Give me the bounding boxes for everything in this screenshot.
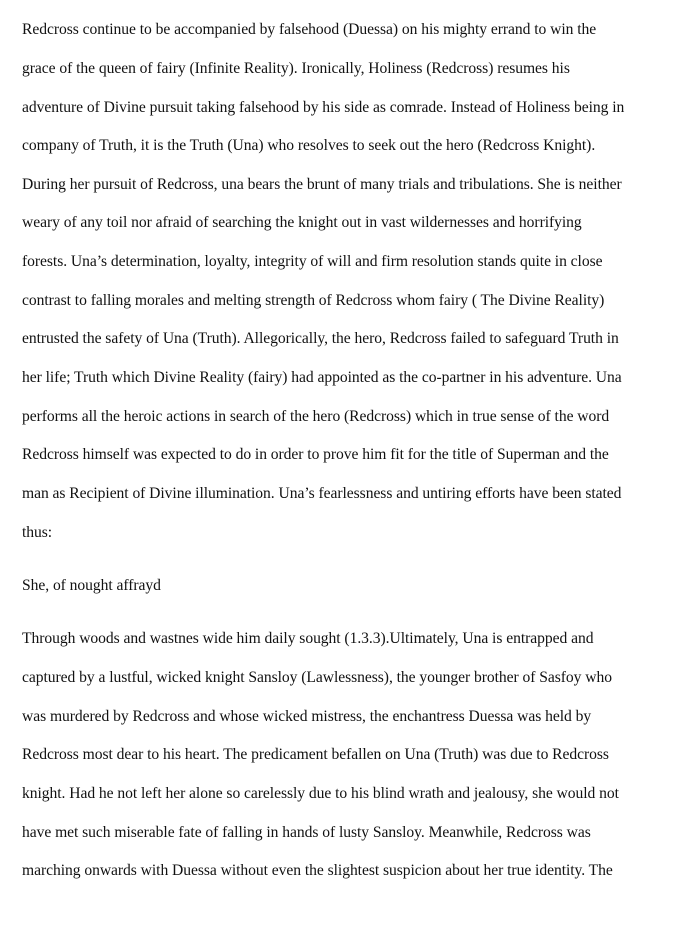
text-line: Redcross continue to be accompanied by falsehood (Duessa) on his mighty errand to win the (22, 21, 597, 38)
text-line: grace of the queen of fairy (Infinite Reality). Ironically, Holiness (Redcross) resumes his (22, 60, 570, 77)
text-line: company of Truth, it is the Truth (Una) who resolves to seek out the hero (Redcross Knight). (22, 137, 596, 154)
text-line: Redcross most dear to his heart. The predicament befallen on Una (Truth) was due to Redcross (22, 746, 609, 763)
text-line: captured by a lustful, wicked knight Sansloy (Lawlessness), the younger brother of Sasfoy who (22, 669, 612, 686)
text-line: performs all the heroic actions in search of the hero (Redcross) which in true sense of the word (22, 408, 610, 425)
text-line: During her pursuit of Redcross, una bears the brunt of many trials and tribulations. She is neither (22, 176, 622, 193)
text-line: her life; Truth which Divine Reality (fairy) had appointed as the co-partner in his adventure. Una (22, 369, 622, 386)
text-line: adventure of Divine pursuit taking falsehood by his side as comrade. Instead of Holiness being in (22, 99, 625, 116)
text-line: contrast to falling morales and melting strength of Redcross whom fairy ( The Divine Reality) (22, 292, 605, 309)
text-line: was murdered by Redcross and whose wicked mistress, the enchantress Duessa was held by (22, 708, 592, 725)
text-line: weary of any toil nor afraid of searching the knight out in vast wildernesses and horrifying (22, 214, 582, 231)
text-line: Redcross himself was expected to do in order to prove him fit for the title of Superman and the (22, 446, 609, 463)
text-line: thus: (22, 524, 53, 541)
text-line: Through woods and wastnes wide him daily sought (1.3.3).Ultimately, Una is entrapped and (22, 630, 594, 647)
text-line: knight. Had he not left her alone so carelessly due to his blind wrath and jealousy, she would not (22, 785, 619, 802)
text-line: have met such miserable fate of falling in hands of lusty Sansloy. Meanwhile, Redcross was (22, 824, 591, 841)
text-line: forests. Una’s determination, loyalty, integrity of will and firm resolution stands quite in close (22, 253, 603, 270)
text-line: entrusted the safety of Una (Truth). Allegorically, the hero, Redcross failed to safeguard Truth in (22, 330, 619, 347)
text-line: man as Recipient of Divine illumination. Una’s fearlessness and untiring efforts have been stated (22, 485, 622, 502)
text-line: marching onwards with Duessa without even the slightest suspicion about her true identity. The (22, 862, 613, 879)
quote-line: She, of nought affrayd (22, 577, 161, 594)
